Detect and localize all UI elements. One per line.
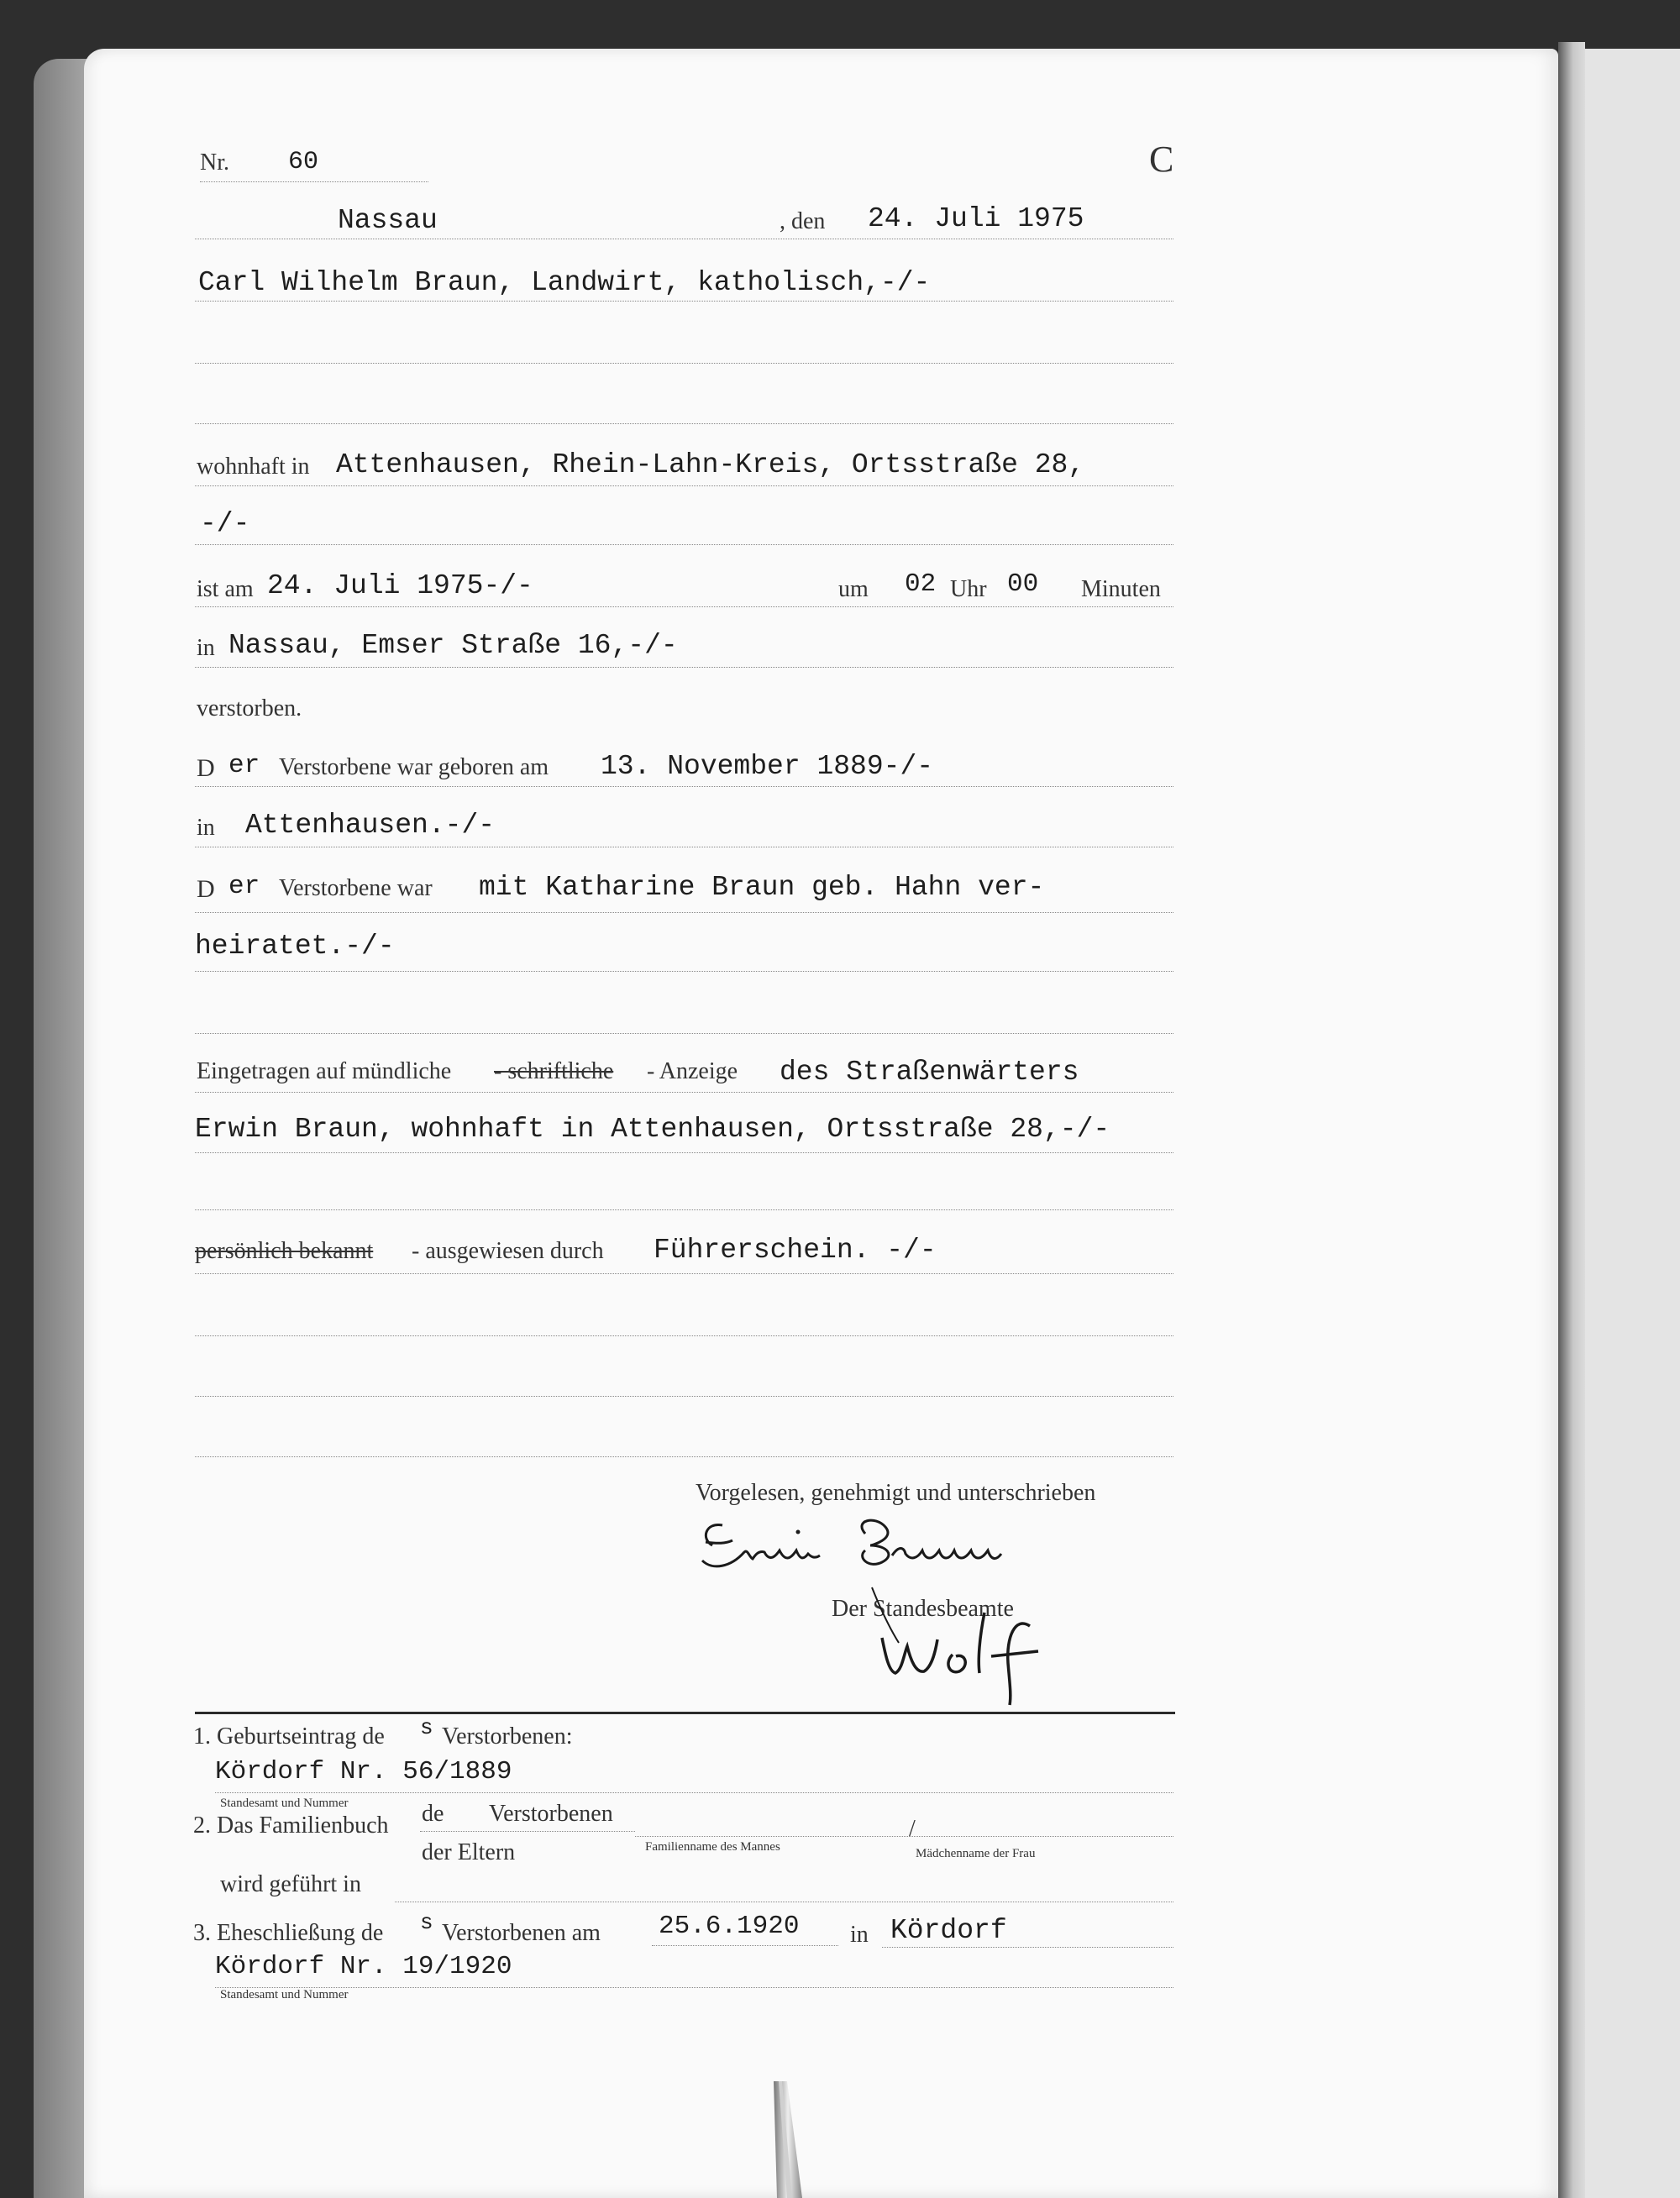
minuten-label: Minuten — [1081, 576, 1161, 602]
born-label: Verstorbene war geboren am — [279, 754, 549, 780]
marriage-place: Kördorf — [890, 1915, 1007, 1946]
married-prefix: D — [197, 875, 215, 903]
blank-line-4 — [195, 1209, 1173, 1210]
note3-value: Kördorf Nr. 19/1920 — [215, 1952, 512, 1981]
pen-tip — [760, 2081, 806, 2198]
nr-label: Nr. — [200, 150, 229, 176]
blank-line-6 — [195, 1396, 1173, 1397]
note2-name-line — [635, 1836, 1173, 1837]
residence-label: wohnhaft in — [197, 454, 310, 480]
note2-label: 2. Das Familienbuch — [193, 1812, 389, 1839]
death-date-label: ist am — [197, 576, 254, 602]
residence-line1: Attenhausen, Rhein-Lahn-Kreis, Ortsstraße 28, — [336, 449, 1085, 480]
informant-label-a: Eingetragen auf mündliche — [197, 1058, 452, 1084]
identification-value: Führerschein. -/- — [654, 1235, 937, 1266]
blank-line-3 — [195, 1033, 1173, 1034]
note2-de-line — [420, 1831, 635, 1832]
verstorben-label: verstorben. — [197, 695, 302, 721]
note3-label2: Verstorbenen am — [442, 1920, 601, 1946]
register-letter: C — [1149, 139, 1174, 180]
note2-de: de — [422, 1801, 444, 1827]
note3-line — [215, 1987, 1173, 1988]
minutes: 00 — [1007, 569, 1039, 599]
identification-label: - ausgewiesen durch — [412, 1238, 604, 1264]
death-date-line — [195, 606, 1173, 607]
blank-line-7 — [195, 1456, 1173, 1457]
registrar-signature — [865, 1579, 1050, 1705]
note2-value: Verstorbenen — [489, 1801, 613, 1827]
document-date: 24. Juli 1975 — [868, 203, 1084, 234]
residence-line — [195, 485, 1173, 486]
note1-suffix: s — [420, 1715, 433, 1740]
notes-separator — [195, 1712, 1175, 1714]
note1-line — [215, 1792, 1173, 1793]
nr-line — [200, 181, 428, 182]
name-line — [195, 301, 1173, 302]
place: Nassau — [338, 205, 438, 236]
note3-label: 3. Eheschließung de — [193, 1920, 384, 1946]
note1-label: 1. Geburtseintrag de — [193, 1723, 385, 1749]
read-approved-label: Vorgelesen, genehmigt und unterschrieben — [696, 1480, 1096, 1506]
marriage-line2: heiratet.-/- — [195, 931, 395, 962]
note2-wife-sub: Mädchenname der Frau — [916, 1847, 1036, 1860]
born-prefix: D — [197, 754, 215, 782]
born-er: er — [228, 751, 260, 780]
blank-line-2 — [195, 423, 1173, 424]
marriage-date: 25.6.1920 — [659, 1912, 800, 1941]
marriage-line1: mit Katharine Braun geb. Hahn ver- — [479, 872, 1045, 903]
death-place: Nassau, Emser Straße 16,-/- — [228, 630, 678, 661]
note1-label2: Verstorbenen: — [442, 1723, 573, 1749]
marriage-date-line — [652, 1945, 838, 1946]
note2-husband-sub: Familienname des Mannes — [645, 1840, 780, 1854]
informant-line — [195, 1092, 1173, 1093]
death-place-label: in — [197, 635, 215, 661]
note2-slash: / — [909, 1816, 916, 1842]
informant-line1: des Straßenwärters — [780, 1057, 1079, 1088]
birth-in-label: in — [197, 815, 215, 841]
informant-label-b: - Anzeige — [647, 1058, 738, 1084]
note3-sub: Standesamt und Nummer — [220, 1988, 349, 2001]
identification-struck: persönlich bekannt — [195, 1238, 374, 1264]
residence-line2: -/- — [200, 508, 250, 539]
marriage-place-line — [882, 1947, 1173, 1948]
note2-kept-in: wird geführt in — [220, 1871, 361, 1897]
note3-suffix: s — [420, 1910, 433, 1935]
identification-line — [195, 1273, 1173, 1274]
birth-date: 13. November 1889-/- — [601, 751, 934, 782]
blank-line-1 — [195, 363, 1173, 364]
registrar-label: Der Standesbeamte — [832, 1596, 1014, 1622]
informant-line-b — [195, 1152, 1173, 1153]
informant-label-struck: - schriftliche — [494, 1058, 614, 1084]
deceased-name: Carl Wilhelm Braun, Landwirt, katholisch,-/- — [198, 267, 931, 298]
note1-value: Kördorf Nr. 56/1889 — [215, 1757, 512, 1786]
nr-value: 60 — [288, 148, 319, 176]
um-label: um — [838, 576, 869, 602]
blank-line-5 — [195, 1335, 1173, 1336]
uhr-label: Uhr — [950, 576, 987, 602]
facing-page-edge — [1585, 49, 1680, 2198]
note2-eltern: der Eltern — [422, 1839, 516, 1865]
informant-line2: Erwin Braun, wohnhaft in Attenhausen, Ortsstraße 28,-/- — [195, 1114, 1110, 1145]
death-date: 24. Juli 1975-/- — [267, 570, 533, 601]
death-place-line — [195, 667, 1173, 668]
note1-sub: Standesamt und Nummer — [220, 1797, 349, 1810]
den-label: , den — [780, 208, 826, 234]
birth-date-line — [195, 786, 1173, 787]
birth-place: Attenhausen.-/- — [245, 810, 496, 841]
marriage-line — [195, 912, 1173, 913]
informant-signature — [697, 1512, 1050, 1579]
residence-line-b — [195, 544, 1173, 545]
note3-in: in — [850, 1922, 869, 1948]
book-gutter — [1558, 42, 1585, 2198]
marriage-line-b — [195, 971, 1173, 972]
married-er: er — [228, 872, 260, 901]
hour: 02 — [905, 569, 937, 599]
married-label: Verstorbene war — [279, 875, 433, 901]
